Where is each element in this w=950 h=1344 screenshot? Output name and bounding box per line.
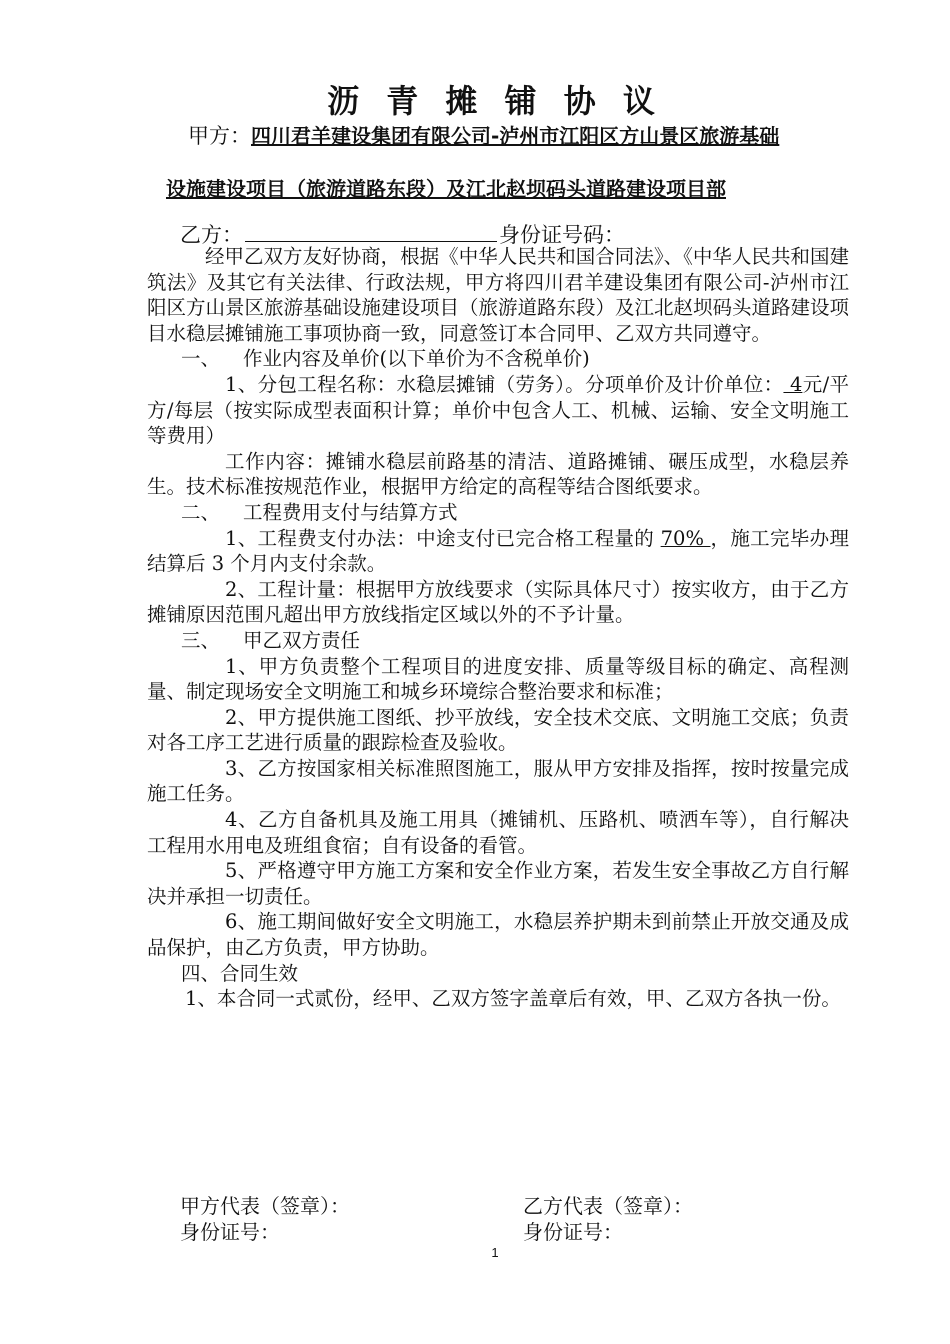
page-number: 1 xyxy=(491,1245,499,1260)
section2-heading: 二、 工程费用支付与结算方式 xyxy=(181,500,458,524)
party-b-id-label: 身份证号码： xyxy=(499,223,625,247)
section1-heading: 一、 作业内容及单价(以下单价为不含税单价) xyxy=(181,347,590,371)
section3-item: 6、施工期间做好安全文明施工，水稳层养护期未到前禁止开放交通及成品保护，由乙方负责，甲方协助。 xyxy=(147,910,849,960)
party-b-name-blank xyxy=(245,223,497,242)
preamble-paragraph: 经甲乙双方友好协商，根据《中华人民共和国合同法》、《中华人民共和国建筑法》及其它有关法律、行政法规，甲方将四川君羊建设集团有限公司-泸州市江阳区方山景区旅游基础设施建设项目（旅游道路东段）及江北赵坝码头道路建设项目水稳层摊铺施工事项协商一致，同意签订本合同甲、乙双方共同遵守。 xyxy=(147,245,850,345)
section3-heading: 三、 甲乙双方责任 xyxy=(181,628,361,652)
section2-paragraph1: 1、工程费支付办法：中途支付已完合格工程量的 70% ，施工完毕办理结算后 3 个月内支付余款。 xyxy=(147,526,849,576)
party-a-label: 甲方： xyxy=(188,124,251,148)
party-a-line xyxy=(188,120,779,150)
unit-price-value: 4 xyxy=(783,372,803,396)
section1-paragraph2: 工作内容：摊铺水稳层前路基的清洁、道路摊铺、碾压成型，水稳层养生。技术标准按规范作业，根据甲方给定的高程等结合图纸要求。 xyxy=(147,449,849,499)
section3-item: 4、乙方自备机具及施工用具（摊铺机、压路机、喷洒车等），自行解决工程用水用电及班组食宿；自有设备的看管。 xyxy=(147,808,849,857)
party-a-name-line1: 四川君羊建设集团有限公司-泸州市江阳区方山景区旅游基础 xyxy=(251,124,780,148)
section1-paragraph1: 1、分包工程名称：水稳层摊铺（劳务）。分项单价及计价单位： 4元/平方/每层（按实际成型表面积计算；单价中包含人工、机械、运输、安全文明施工等费用） xyxy=(147,372,849,448)
section4-heading: 四、合同生效 xyxy=(181,961,299,985)
party-b-label: 乙方： xyxy=(180,223,243,247)
party-b-rep-label: 乙方代表（签章）： xyxy=(523,1194,693,1218)
party-a-id-label: 身份证号： xyxy=(180,1220,280,1244)
signature-row xyxy=(180,1190,693,1219)
document-title: 沥 青 摊 铺 协 议 xyxy=(327,82,663,120)
party-a-name-line2: 设施建设项目（旅游道路东段）及江北赵坝码头道路建设项目部 xyxy=(166,177,726,201)
section2-paragraph2: 2、工程计量：根据甲方放线要求（实际具体尺寸）按实收方，由于乙方摊铺原因范围凡超出甲方放线指定区域以外的不予计量。 xyxy=(147,577,849,627)
section3-item: 5、严格遵守甲方施工方案和安全作业方案，若发生安全事故乙方自行解决并承担一切责任。 xyxy=(147,859,849,908)
party-a-rep-label: 甲方代表（签章）： xyxy=(180,1194,350,1218)
section3-item: 3、乙方按国家相关标准照图施工，服从甲方安排及指挥，按时按量完成施工任务。 xyxy=(147,756,849,806)
id-row xyxy=(180,1216,623,1245)
payment-percent-value: 70% xyxy=(660,526,711,550)
section3-item: 1、甲方负责整个工程项目的进度安排、质量等级目标的确定、高程测量、制定现场安全文明施工和城乡环境综合整治要求和标准； xyxy=(147,654,849,704)
contract-body xyxy=(147,244,849,1012)
party-b-id-label: 身份证号： xyxy=(523,1220,623,1244)
section3-item: 2、甲方提供施工图纸、抄平放线，安全技术交底、文明施工交底；负责对各工序工艺进行质量的跟踪检查及验收。 xyxy=(147,705,849,755)
party-a-line-2 xyxy=(166,173,726,202)
section4-paragraph1: 1、本合同一式贰份，经甲、乙双方签字盖章后有效，甲、乙双方各执一份。 xyxy=(185,987,841,1011)
